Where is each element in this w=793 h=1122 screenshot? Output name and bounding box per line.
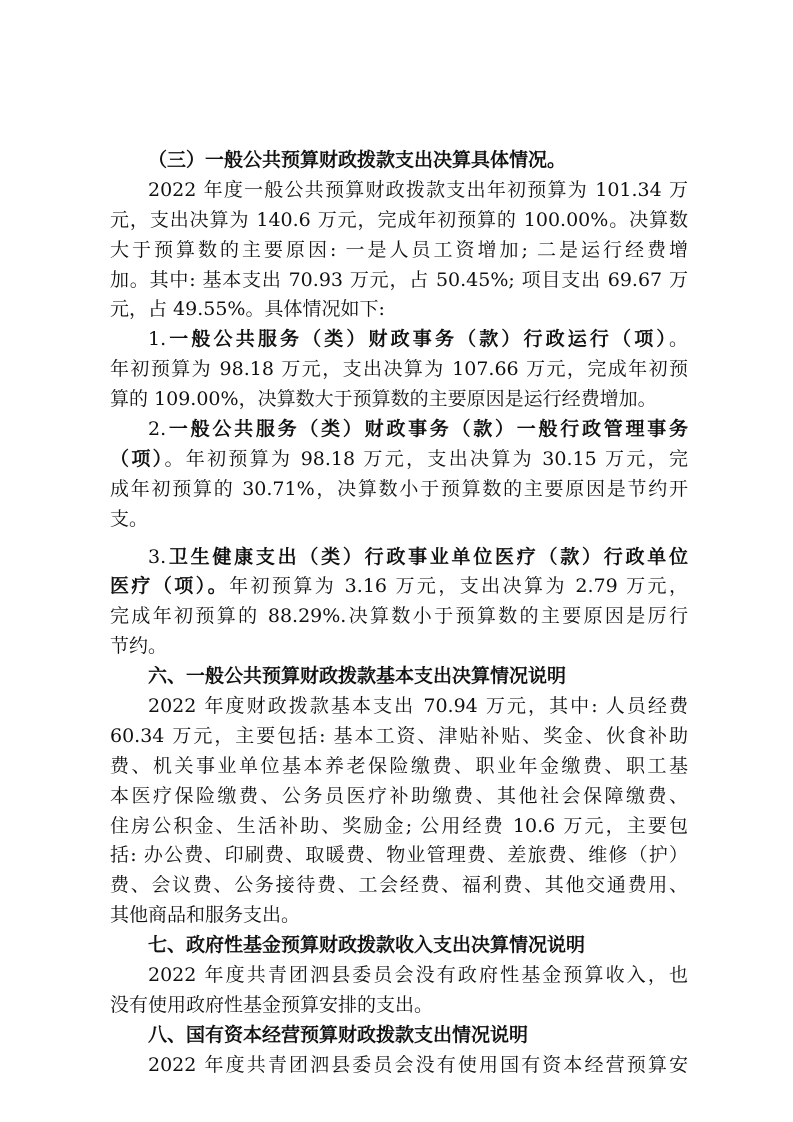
section-7-paragraph [110,961,688,1021]
paragraph-line: 元，支出决算为 140.6 万元，完成年初预算的 100.00%。决算数 [110,208,688,231]
paragraph-line: 住房公积金、生活补助、奖励金; 公用经费 10.6 万元，主要包 [110,814,688,837]
section-6-paragraph [110,692,688,931]
paragraph-line: 年初预算为 98.18 万元，支出决算为 107.66 万元，完成年初预 [110,358,688,381]
item-title: 一般公共服务（类）财政事务（款）行政运行（项） [166,328,669,351]
item-1-paragraph [110,325,688,415]
paragraph-line: 2022 年度财政拨款基本支出 70.94 万元，其中: 人员经费 [148,695,688,718]
paragraph-line [110,325,688,355]
item-text: 。年初预算为 98.18 万元，支出决算为 30.15 万元，完 [164,447,688,470]
paragraph-line: 费、会议费、公务接待费、工会经费、福利费、其他交通费用、 [110,874,688,897]
item-3-paragraph [110,543,688,663]
paragraph-line: 费、机关事业单位基本养老保险缴费、职业年金缴费、职工基 [110,754,688,777]
section-heading-7: 七、政府性基金预算财政拨款收入支出决算情况说明 [148,934,586,957]
section-heading-3: （三）一般公共预算财政拨款支出决算具体情况。 [148,149,567,171]
section-8-paragraph [110,1051,688,1081]
paragraph-line: 2022 年度一般公共预算财政拨款支出年初预算为 101.34 万 [148,178,688,201]
paragraph-line: 大于预算数的主要原因: 一是人员工资增加; 二是运行经费增 [110,238,688,261]
item-number: 3. [148,545,167,568]
paragraph-line: 60.34 万元，主要包括: 基本工资、津贴补贴、奖金、伙食补助 [110,724,688,747]
paragraph-line: 支。 [110,507,149,530]
paragraph-line: 成年初预算的 30.71%，决算数小于预算数的主要原因是节约开 [110,477,688,500]
paragraph-line [110,543,688,573]
summary-paragraph [110,176,688,325]
item-2-paragraph [110,415,688,535]
item-title: 一般公共服务（类）财政事务（款）一般行政管理事务 [166,418,688,441]
paragraph-line: 其他商品和服务支出。 [110,904,301,927]
paragraph-line: 算的 109.00%，决算数大于预算数的主要原因是运行经费增加。 [110,388,657,411]
item-number: 2. [148,418,167,441]
item-title: 医疗（项）。 [110,575,230,598]
paragraph-line: 2022 年度共青团泗县委员会没有使用国有资本经营预算安 [148,1053,688,1076]
document-body [110,146,688,1081]
item-text: 年初预算为 3.16 万元，支出决算为 2.79 万元， [229,575,688,598]
item-title: （项） [110,447,165,470]
item-title: 卫生健康支出（类）行政事业单位医疗（款）行政单位 [166,545,688,568]
paragraph-line: 节约。 [110,635,168,658]
section-heading-8: 八、国有资本经营预算财政拨款支出情况说明 [148,1023,529,1046]
paragraph-spacer [110,535,688,543]
section-heading-6: 六、一般公共预算财政拨款基本支出决算情况说明 [148,665,567,688]
item-number: 1. [148,328,167,351]
paragraph-line [110,572,688,602]
paragraph-line: 本医疗保险缴费、公务员医疗补助缴费、其他社会保障缴费、 [110,784,688,807]
paragraph-line: 2022 年度共青团泗县委员会没有政府性基金预算收入，也 [148,964,688,987]
paragraph-line: 加。其中: 基本支出 70.93 万元，占 50.45%; 项目支出 69.67 万 [110,268,688,291]
paragraph-line: 括: 办公费、印刷费、取暖费、物业管理费、差旅费、维修（护） [110,844,688,867]
paragraph-line [110,415,688,445]
paragraph-line [110,445,688,475]
paragraph-line: 元，占 49.55%。具体情况如下: [110,298,385,321]
paragraph-line: 没有使用政府性基金预算安排的支出。 [110,993,434,1016]
paragraph-line: 完成年初预算的 88.29%.决算数小于预算数的主要原因是厉行 [110,605,688,628]
item-text: 。 [668,328,688,351]
